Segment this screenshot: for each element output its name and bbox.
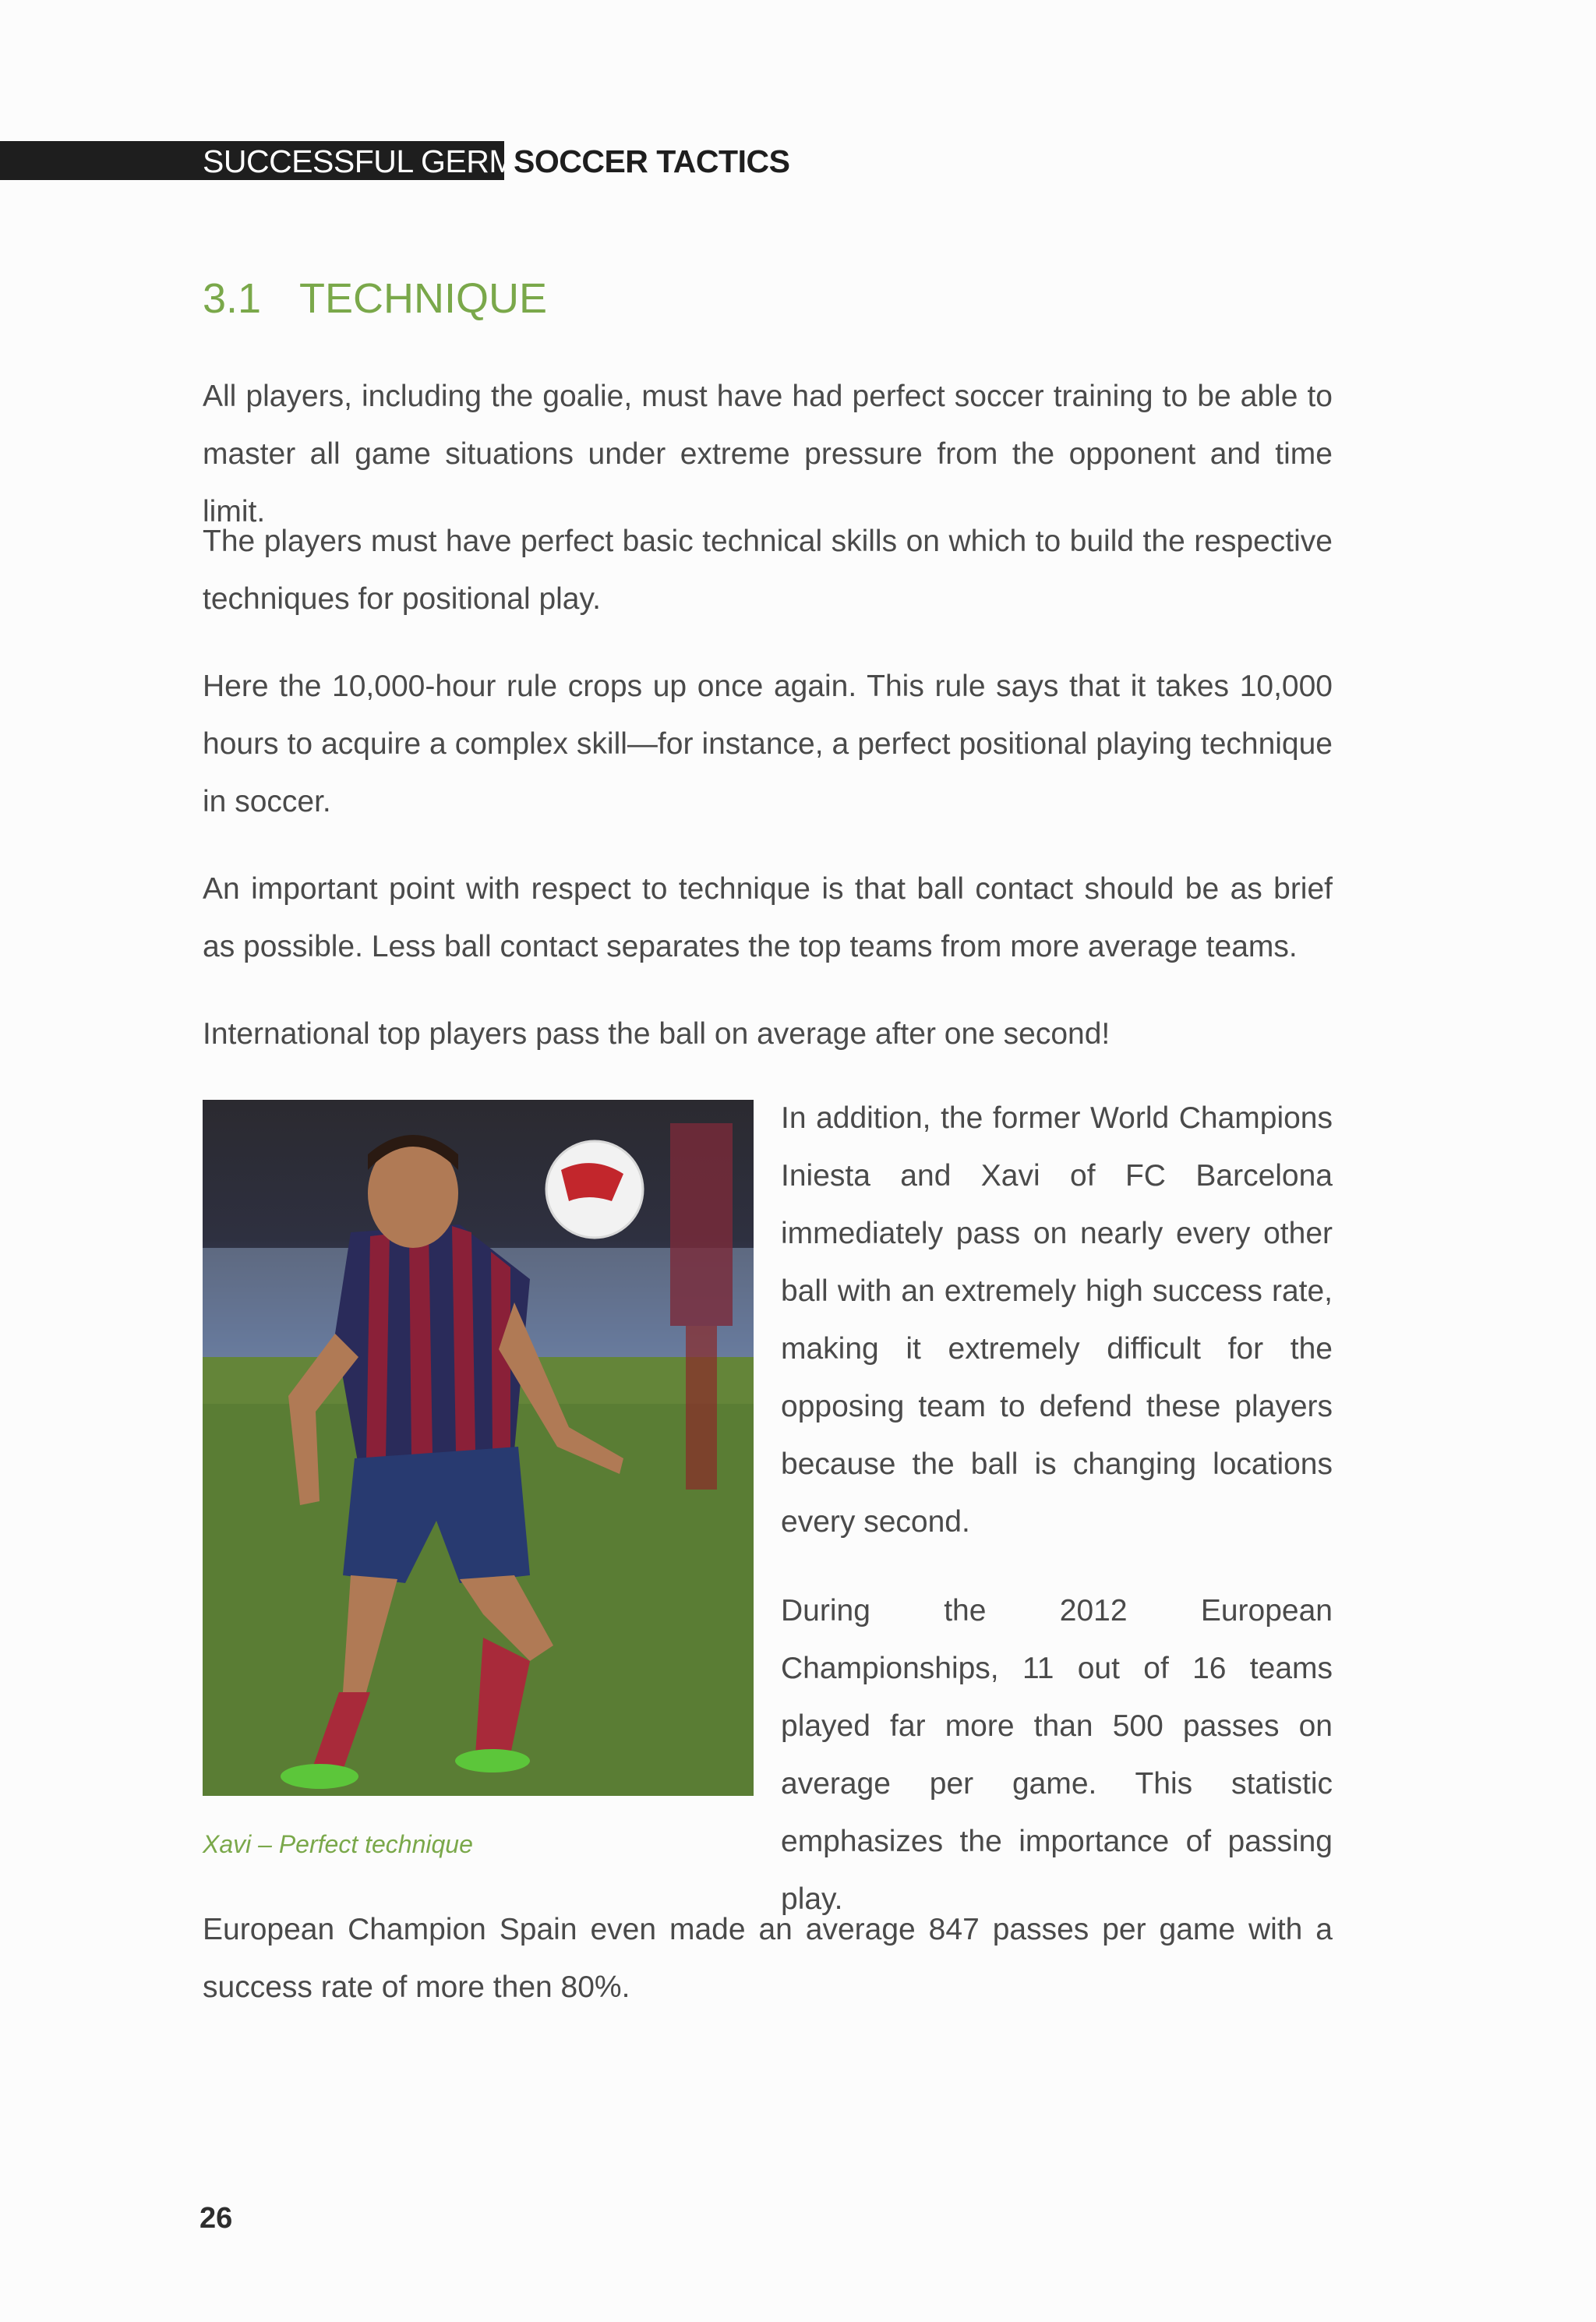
running-header-book-title: SUCCESSFUL GERMAN <box>203 143 559 179</box>
player-photo-illustration <box>203 1100 754 1796</box>
body-paragraph-1: All players, including the goalie, must have had perfect soccer training to be able to master all game situations under extreme pressure from the opponent and time limit. <box>203 380 1333 528</box>
body-paragraph-2: The players must have perfect basic technical skills on which to build the respective techniques for positional play. <box>203 525 1333 616</box>
section-number: 3.1 <box>203 275 262 322</box>
page-number: 26 <box>200 2202 233 2235</box>
body-paragraph-5: International top players pass the ball on average after one second! <box>203 1017 1110 1051</box>
body-paragraph-4: An important point with respect to technique is that ball contact should be as brief as possible. Less ball contact separates the top teams from more average teams. <box>203 872 1333 963</box>
player-photo <box>203 1100 754 1796</box>
closing-paragraph: European Champion Spain even made an average 847 passes per game with a success rate of more then 80%. <box>203 1913 1333 2004</box>
running-header-book-subtitle: SOCCER TACTICS <box>514 143 790 179</box>
column-paragraph-2: During the 2012 European Championships, 11 out of 16 teams played far more than 500 passes on average per game. This statistic emphasizes the importance of passing play. <box>781 1594 1333 1916</box>
photo-caption: Xavi – Perfect technique <box>203 1830 473 1858</box>
body-paragraph-3: Here the 10,000-hour rule crops up once again. This rule says that it takes 10,000 hours to acquire a complex skill—for instance, a perfect positional playing technique in soccer. <box>203 670 1333 818</box>
section-heading <box>203 274 547 323</box>
column-paragraph-1: In addition, the former World Champions Iniesta and Xavi of FC Barcelona immediately pass on nearly every other ball with an extremely high success rate, making it extremely difficult for the opposing team to defend these players because the ball is changing locations every second. <box>781 1101 1333 1539</box>
section-title: TECHNIQUE <box>299 275 548 322</box>
